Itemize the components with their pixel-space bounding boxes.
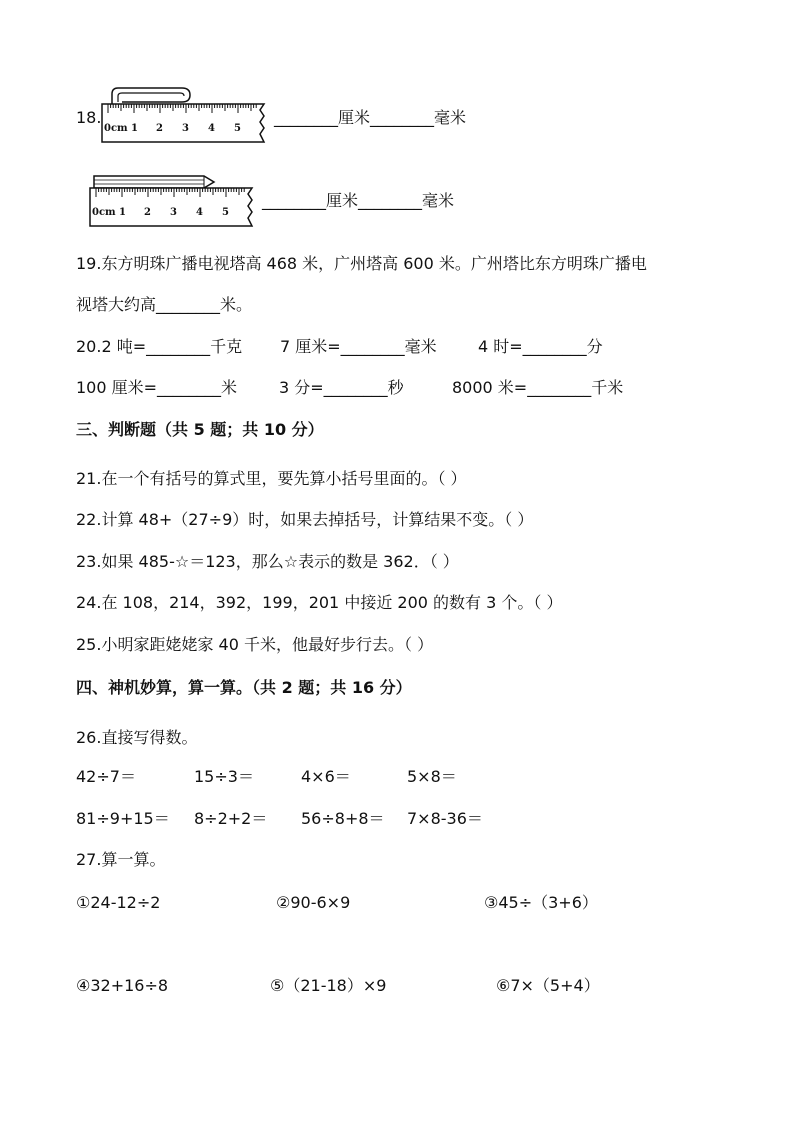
- ruler-tick-label: 1: [131, 123, 138, 134]
- calculation-item: ③45÷（3+6）: [484, 893, 598, 912]
- mental-math-item: 5×8＝: [407, 767, 457, 786]
- question-20-item: 3 分=________秒: [279, 378, 404, 397]
- question-19-line2: 视塔大约高________米。: [76, 295, 253, 314]
- question-20-item: 100 厘米=________米: [76, 378, 238, 397]
- ruler-tick-label: 2: [156, 123, 163, 134]
- mental-math-item: 56÷8+8＝: [301, 809, 385, 828]
- ruler-with-paperclip-image: [98, 86, 270, 148]
- answer-blank[interactable]: ________: [262, 191, 326, 210]
- question-26-title: 26.直接写得数。: [76, 728, 198, 747]
- answer-blank[interactable]: ________: [358, 191, 423, 210]
- ruler-with-pencil-image: [86, 170, 258, 232]
- question-20-item: 20.2 吨=________千克: [76, 337, 243, 356]
- section-3-heading: 三、判断题（共 5 题；共 10 分）: [76, 420, 324, 439]
- calculation-item: ⑥7×（5+4）: [496, 976, 600, 995]
- question-20-item: 4 时=________分: [478, 337, 603, 356]
- unit-label: 毫米: [434, 108, 467, 127]
- unit-label: 毫米: [422, 191, 455, 210]
- question-20-item: 7 厘米=________毫米: [280, 337, 437, 356]
- unit-label: 厘米: [338, 108, 371, 127]
- question-19-line1: 19.东方明珠广播电视塔高 468 米，广州塔高 600 米。广州塔比东方明珠广播电: [76, 254, 647, 273]
- section-4-heading: 四、神机妙算，算一算。（共 2 题；共 16 分）: [76, 678, 412, 697]
- ruler-tick-label: 1: [119, 207, 126, 218]
- mental-math-item: 7×8-36＝: [407, 809, 483, 828]
- judgment-item-25: 25.小明家距姥姥家 40 千米，他最好步行去。（ ）: [76, 635, 434, 654]
- calculation-item: ①24-12÷2: [76, 893, 161, 912]
- ruler-tick-label: 4: [208, 123, 215, 134]
- mental-math-item: 81÷9+15＝: [76, 809, 170, 828]
- mental-math-item: 4×6＝: [301, 767, 351, 786]
- q18-row1-answer: [274, 107, 466, 129]
- ruler-tick-label: 5: [222, 207, 229, 218]
- answer-blank[interactable]: ________: [274, 108, 338, 127]
- judgment-item-22: 22.计算 48+（27÷9）时，如果去掉括号，计算结果不变。（ ）: [76, 510, 534, 529]
- calculation-item: ⑤（21-18）×9: [270, 976, 387, 995]
- judgment-item-21: 21.在一个有括号的算式里，要先算小括号里面的。（ ）: [76, 469, 467, 488]
- ruler-tick-label: 3: [170, 207, 177, 218]
- question-20-item: 8000 米=________千米: [452, 378, 624, 397]
- mental-math-item: 15÷3＝: [194, 767, 254, 786]
- judgment-item-24: 24.在 108，214，392，199，201 中接近 200 的数有 3 个。（ ）: [76, 593, 563, 612]
- unit-label: 厘米: [326, 191, 359, 210]
- ruler-tick-label: 4: [196, 207, 203, 218]
- question-18-number: 18.: [76, 108, 102, 127]
- ruler-tick-label: 2: [144, 207, 151, 218]
- calculation-item: ②90-6×9: [276, 893, 351, 912]
- ruler-tick-label: 0cm: [104, 123, 128, 134]
- q18-row2-answer: [262, 190, 454, 212]
- judgment-item-23: 23.如果 485-☆＝123，那么☆表示的数是 362．（ ）: [76, 552, 459, 571]
- ruler-tick-label: 0cm: [92, 207, 116, 218]
- question-27-title: 27.算一算。: [76, 850, 166, 869]
- ruler-tick-label: 5: [234, 123, 241, 134]
- mental-math-item: 8÷2+2＝: [194, 809, 268, 828]
- answer-blank[interactable]: ________: [370, 108, 435, 127]
- mental-math-item: 42÷7＝: [76, 767, 136, 786]
- ruler-tick-label: 3: [182, 123, 189, 134]
- calculation-item: ④32+16÷8: [76, 976, 169, 995]
